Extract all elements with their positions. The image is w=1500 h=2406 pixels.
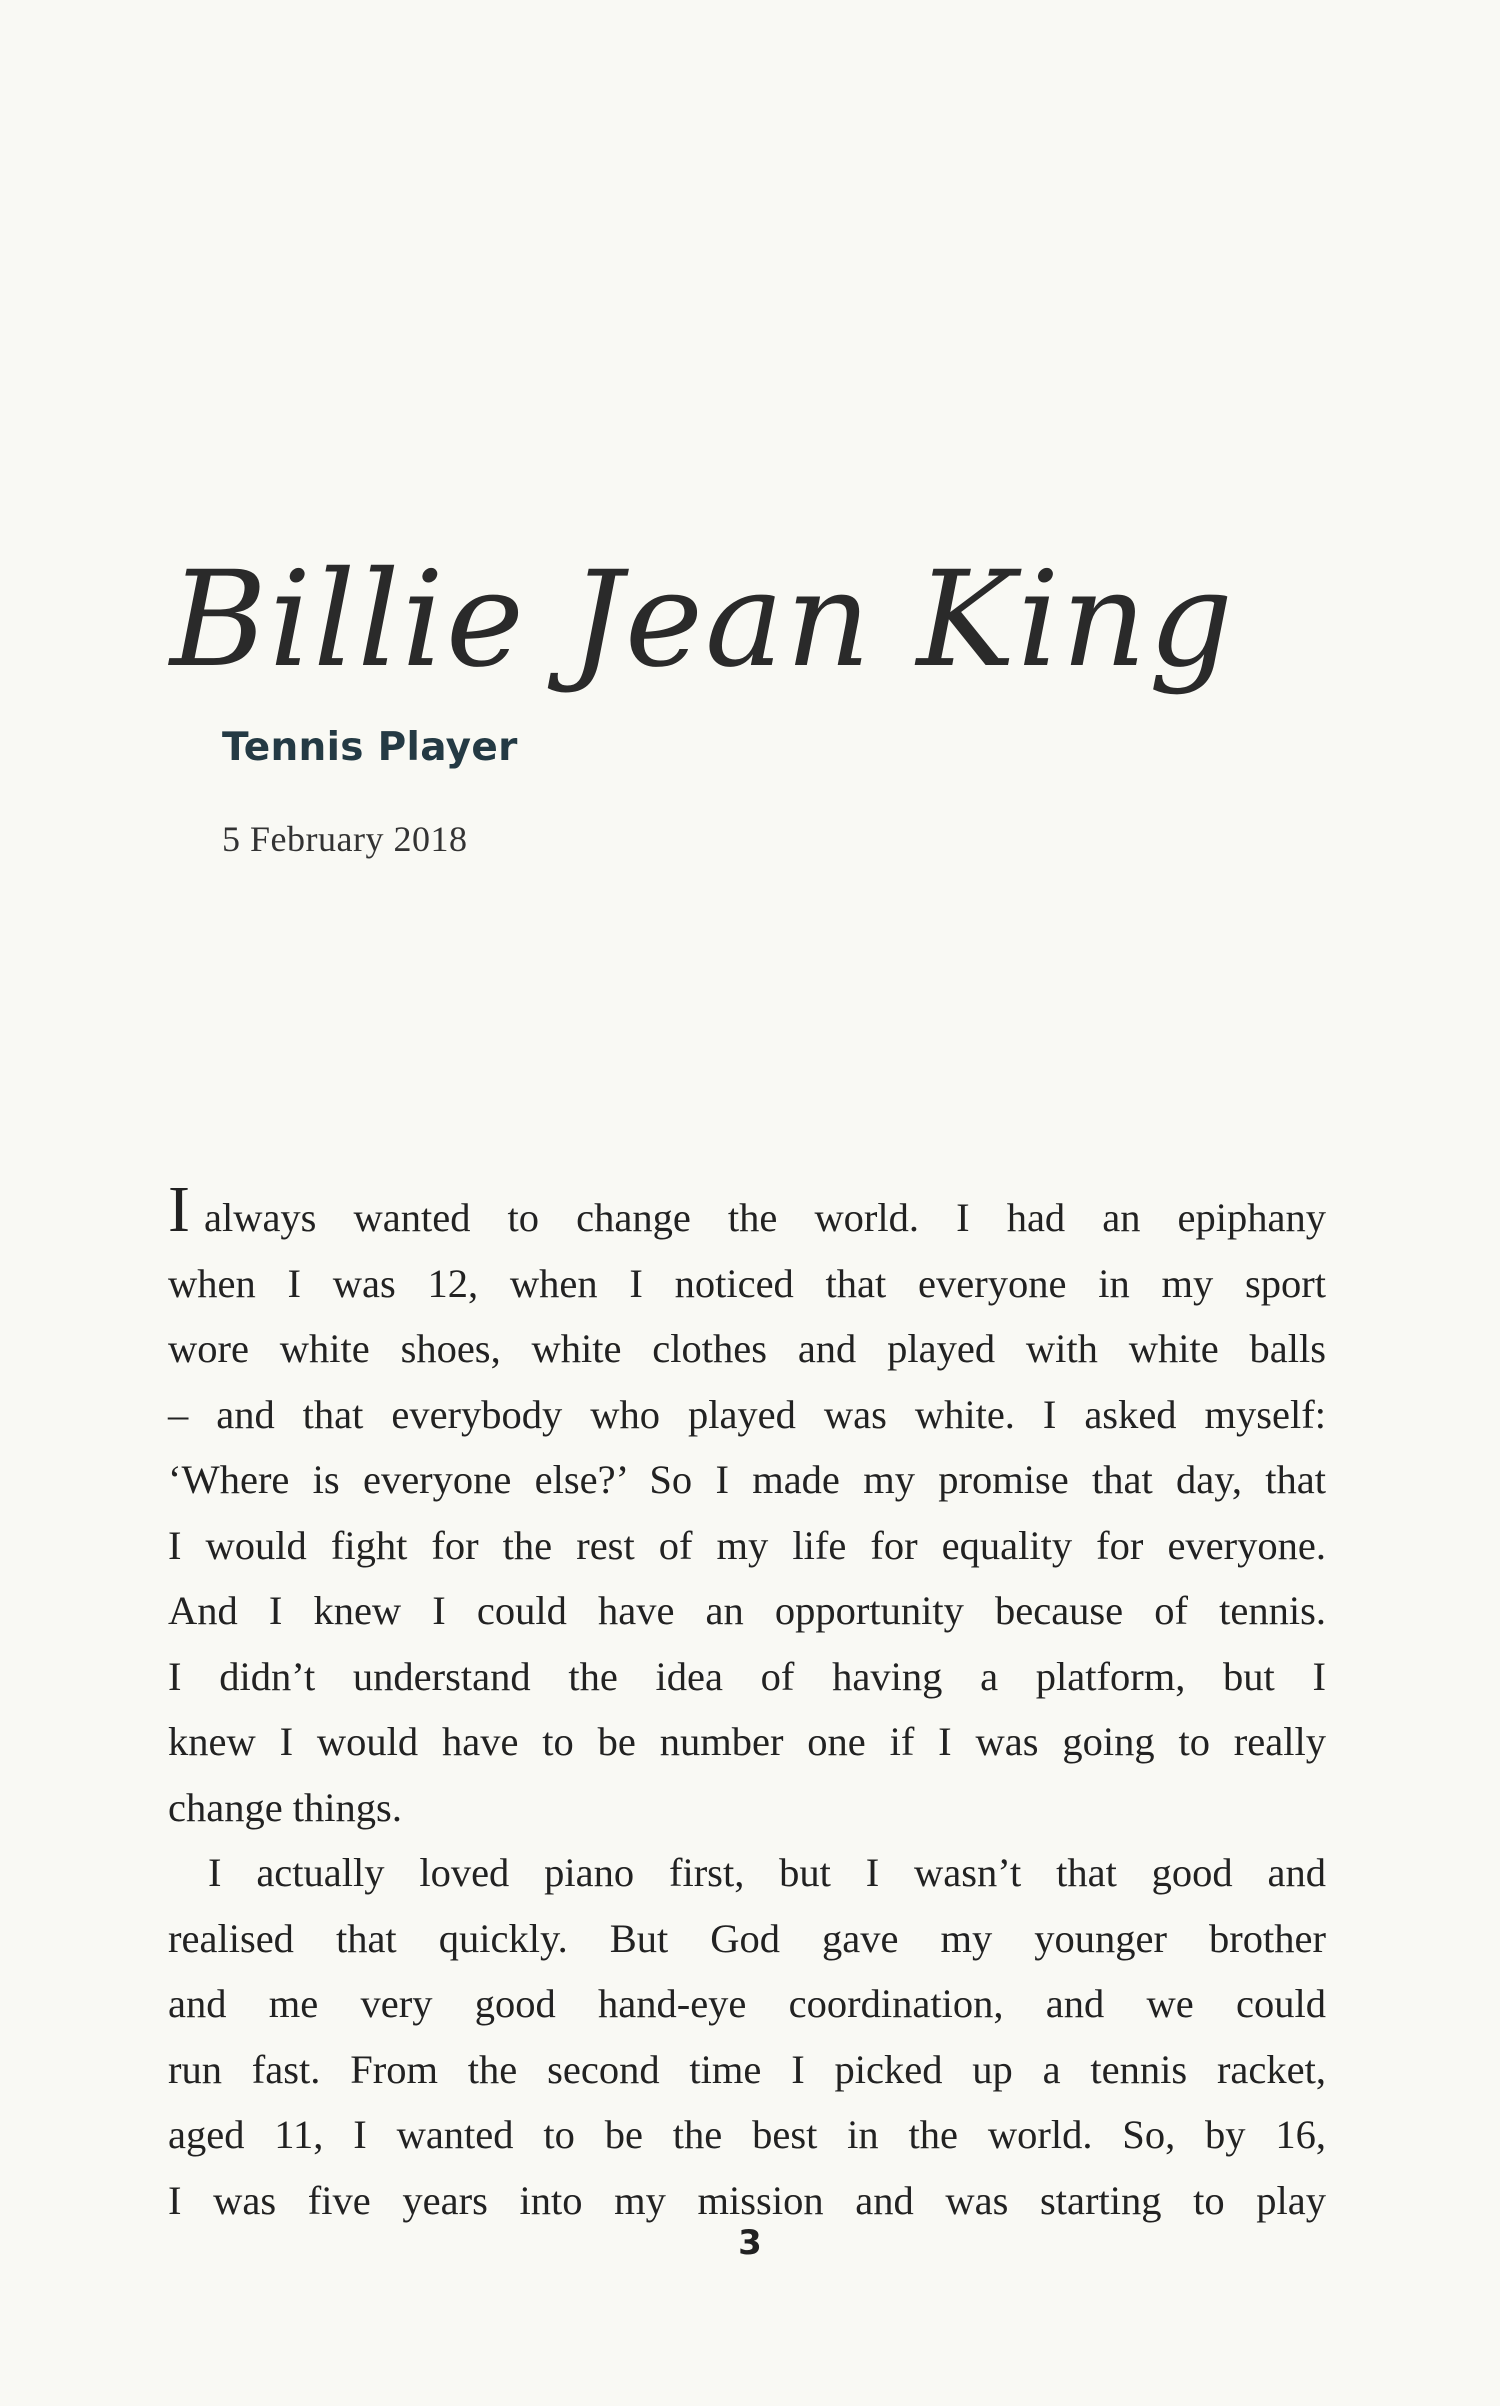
date-line: 5 February 2018 — [222, 819, 468, 859]
paragraph-2-line: I actually loved piano first, but I wasn’t that good and — [208, 1850, 1326, 1895]
paragraph-2-line: run fast. From the second time I picked up a tennis racket, — [168, 2046, 1326, 2092]
paragraph-2-line: and me very good hand-eye coordination, and we could — [168, 1981, 1326, 2026]
paragraph-1-line: knew I would have to be number one if I was going to really — [168, 1719, 1326, 1764]
paragraph-1-line: And I knew I could have an opportunity because of tennis. — [168, 1588, 1326, 1633]
paragraph-1-line: – and that everybody who played was white. I asked myself: — [168, 1391, 1326, 1437]
page-number: 3 — [738, 2223, 762, 2263]
paragraph-1-line: I didn’t understand the idea of having a platform, but I — [168, 1653, 1326, 1699]
paragraph-1-first-line-text: always wanted to change the world. I had an epiphany — [203, 1195, 1326, 1240]
paragraph-1-line: I would fight for the rest of my life for equality for everyone. — [168, 1522, 1326, 1568]
body-text — [168, 1173, 1326, 2233]
paragraph-2-line: aged 11, I wanted to be the best in the world. So, by 16, — [168, 2112, 1326, 2157]
paragraph-1-line: change things. — [168, 1784, 402, 1830]
dropcap-letter: I — [168, 1173, 190, 1246]
role-subtitle: Tennis Player — [222, 725, 518, 770]
paragraph-1-line: when I was 12, when I noticed that everyone in my sport — [168, 1260, 1326, 1306]
paragraph-2-line: I was five years into my mission and was starting to play — [168, 2177, 1326, 2223]
handwritten-name-title — [170, 545, 1310, 745]
handwritten-name-text: Billie Jean King — [170, 543, 1235, 697]
paragraph-1-line: ‘Where is everyone else?’ So I made my promise that day, that — [168, 1457, 1326, 1502]
handwritten-name-svg — [170, 545, 1310, 745]
paragraph-1-line-1 — [168, 1173, 1326, 1251]
paragraph-1-line: wore white shoes, white clothes and played with white balls — [168, 1326, 1326, 1371]
paragraph-2-line: realised that quickly. But God gave my younger brother — [168, 1915, 1326, 1961]
